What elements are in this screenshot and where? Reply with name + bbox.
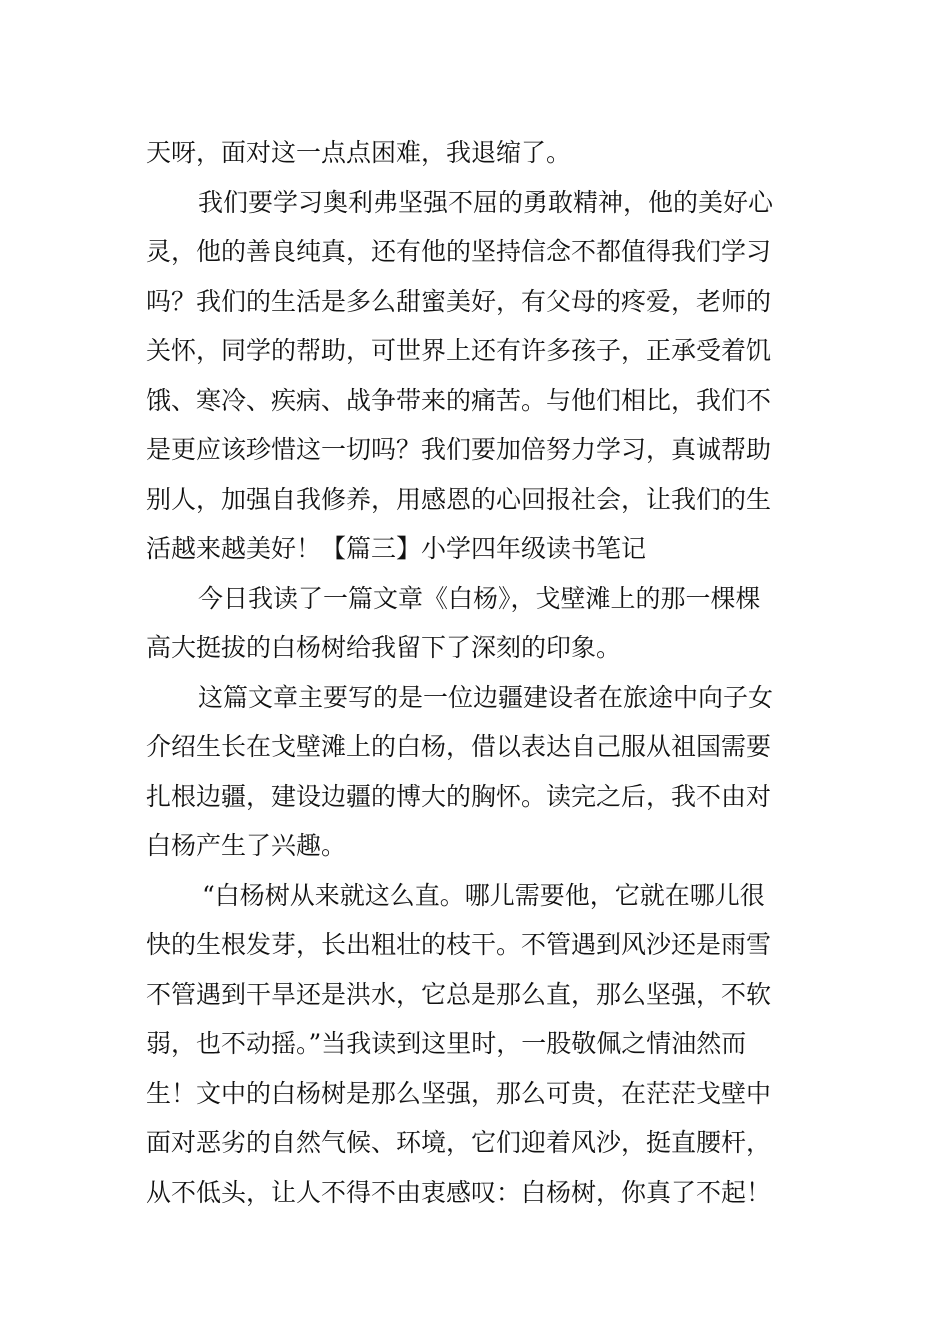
- text-line: 天呀，面对这一点点困难，我退缩了。: [146, 138, 572, 167]
- paragraph-first-line: “白杨树从来就这么直。哪儿需要他，它就在哪儿很: [202, 880, 765, 910]
- text-line: 关怀，同学的帮助，可世界上还有许多孩子，正承受着饥: [146, 336, 772, 365]
- text-line: 饿、寒冷、疾病、战争带来的痛苦。与他们相比，我们不: [146, 385, 772, 415]
- text-line: 介绍生长在戈壁滩上的白杨，借以表达自己服从祖国需要: [146, 732, 772, 761]
- text-line: 别人，加强自我修养，用感恩的心回报社会，让我们的生: [146, 484, 772, 514]
- text-line: 生！文中的白杨树是那么坚强，那么可贵，在茫茫戈壁中: [146, 1078, 772, 1108]
- body-text: [146, 128, 808, 1217]
- text-line: 不管遇到干旱还是洪水，它总是那么直，那么坚强，不软: [146, 979, 772, 1009]
- text-line: 灵，他的善良纯真，还有他的坚持信念不都值得我们学习: [146, 237, 772, 266]
- text-line: 是更应该珍惜这一切吗？我们要加倍努力学习，真诚帮助: [146, 435, 772, 464]
- text-line: 从不低头，让人不得不由衷感叹：白杨树，你真了不起！: [146, 1177, 772, 1207]
- text-line: 高大挺拔的白杨树给我留下了深刻的印象。: [146, 633, 622, 662]
- paragraph-first-line: 这篇文章主要写的是一位边疆建设者在旅途中向子女: [198, 682, 774, 712]
- text-line: 活越来越美好！【篇三】小学四年级读书笔记: [146, 534, 647, 563]
- text-line: 白杨产生了兴趣。: [146, 831, 347, 860]
- text-line: 快的生根发芽，长出粗壮的枝干。不管遇到风沙还是雨雪: [146, 930, 772, 959]
- text-line: 扎根边疆，建设边疆的博大的胸怀。读完之后，我不由对: [146, 781, 772, 811]
- text-line: 弱，也不动摇。”当我读到这里时，一股敬佩之情油然而: [146, 1029, 747, 1058]
- text-line: 吗？我们的生活是多么甜蜜美好，有父母的疼爱，老师的: [146, 286, 772, 316]
- text-line: 面对恶劣的自然气候、环境，它们迎着风沙，挺直腰杆，: [146, 1128, 772, 1157]
- paragraph-first-line: 我们要学习奥利弗坚强不屈的勇敢精神，他的美好心: [198, 187, 774, 217]
- paragraph-first-line: 今日我读了一篇文章《白杨》，戈壁滩上的那一棵棵: [198, 583, 761, 613]
